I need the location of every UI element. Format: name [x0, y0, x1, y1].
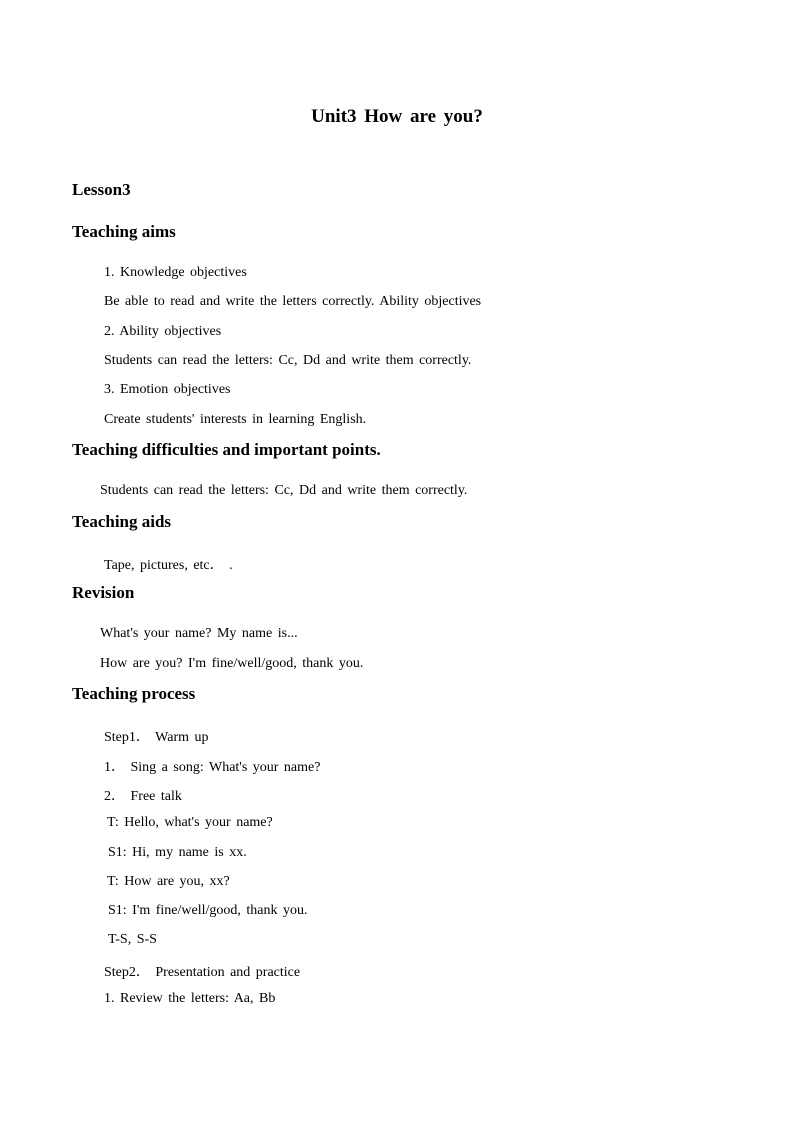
process-line-9: Step2． Presentation and practice — [104, 965, 301, 980]
process-line-10: 1. Review the letters: Aa, Bb — [104, 991, 276, 1006]
teaching-aims-heading: Teaching aims — [72, 222, 176, 241]
process-line-4: T: Hello, what's your name? — [107, 815, 273, 830]
aims-line-3: 2. Ability objectives — [104, 324, 222, 339]
process-line-6: T: How are you, xx? — [107, 874, 230, 889]
revision-line-1: What's your name? My name is... — [100, 626, 298, 641]
difficulties-line-1: Students can read the letters: Cc, Dd and write them correctly. — [100, 483, 468, 498]
aims-line-2: Be able to read and write the letters correctly. Ability objectives — [104, 294, 482, 309]
process-line-5: S1: Hi, my name is xx. — [108, 845, 247, 860]
aims-line-5: 3. Emotion objectives — [104, 382, 231, 397]
process-line-1: Step1． Warm up — [104, 730, 209, 745]
revision-heading: Revision — [72, 583, 135, 602]
process-line-8: T-S, S-S — [108, 932, 157, 947]
process-line-7: S1: I'm fine/well/good, thank you. — [108, 903, 308, 918]
aims-line-6: Create students' interests in learning English. — [104, 412, 367, 427]
aids-line-1: Tape, pictures, etc． . — [104, 558, 233, 573]
difficulties-heading: Teaching difficulties and important points. — [72, 440, 381, 459]
aims-line-4: Students can read the letters: Cc, Dd and write them correctly. — [104, 353, 472, 368]
process-line-3: 2． Free talk — [104, 789, 182, 804]
process-line-2: 1． Sing a song: What's your name? — [104, 760, 321, 775]
process-heading: Teaching process — [72, 684, 196, 703]
revision-line-2: How are you? I'm fine/well/good, thank you. — [100, 656, 364, 671]
document-title: Unit3 How are you? — [311, 106, 483, 127]
aids-heading: Teaching aids — [72, 512, 172, 531]
lesson-heading: Lesson3 — [72, 180, 131, 199]
aims-line-1: 1. Knowledge objectives — [104, 265, 247, 280]
